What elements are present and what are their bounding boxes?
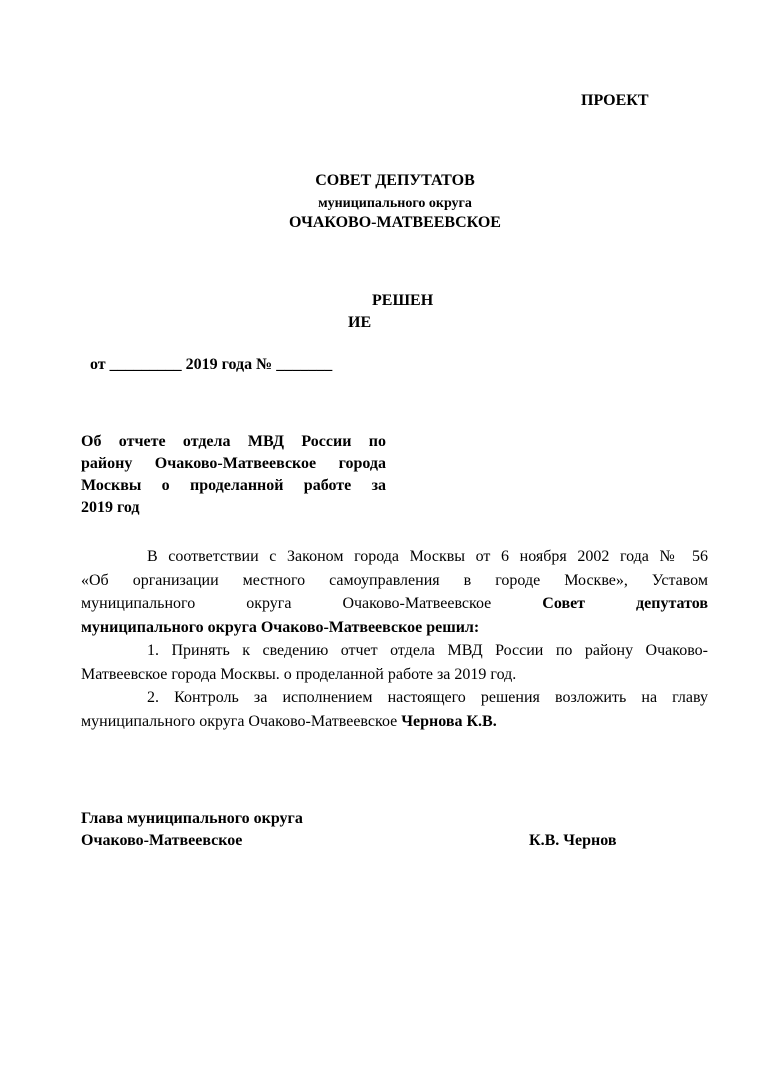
council-subtitle: муниципального округа bbox=[318, 196, 472, 211]
decision-date-line: от _________ 2019 года № _______ bbox=[90, 356, 333, 373]
signatory-name: К.В. Чернов bbox=[529, 832, 617, 849]
decision-subject bbox=[81, 431, 386, 519]
decision-title-part1: РЕШЕН bbox=[372, 292, 434, 309]
district-name: ОЧАКОВО-МАТВЕЕВСКОЕ bbox=[289, 214, 501, 231]
item-1-line: Матвеевское города Москвы. о проделанной работе за 2019 год. bbox=[81, 665, 517, 683]
subject-line: Москвы о проделанной работе за bbox=[81, 477, 386, 494]
body-line: В соответствии с Законом города Москвы от 6 ноября 2002 года № 56 bbox=[147, 548, 708, 565]
responsible-person: Чернова К.В. bbox=[401, 712, 497, 730]
body-line bbox=[81, 592, 708, 616]
decision-body bbox=[81, 545, 708, 733]
signatory-district: Очаково-Матвеевское bbox=[81, 832, 243, 849]
item-2-line bbox=[81, 710, 708, 734]
subject-line: 2019 год bbox=[81, 499, 140, 516]
draft-mark: ПРОЕКТ bbox=[581, 92, 649, 109]
decision-title-part2: ИЕ bbox=[348, 314, 372, 331]
signatory-title: Глава муниципального округа bbox=[81, 810, 303, 827]
council-reference: Совет депутатов bbox=[542, 595, 708, 612]
item-1-line: 1. Принять к сведению отчет отдела МВД России по району Очаково- bbox=[147, 642, 708, 659]
body-text: муниципального округа Очаково-Матвеевское bbox=[81, 712, 402, 730]
body-line: «Об организации местного самоуправления в городе Москве», Уставом bbox=[81, 571, 708, 589]
item-2-line: 2. Контроль за исполнением настоящего решения возложить на главу bbox=[147, 689, 708, 706]
subject-line: району Очаково-Матвеевское города bbox=[81, 455, 386, 472]
subject-line: Об отчете отдела МВД России по bbox=[81, 433, 386, 450]
council-title: СОВЕТ ДЕПУТАТОВ bbox=[315, 172, 475, 189]
resolution-clause: муниципального округа Очаково-Матвеевское решил: bbox=[81, 618, 480, 636]
body-text: муниципального округа Очаково-Матвеевское bbox=[81, 595, 543, 612]
